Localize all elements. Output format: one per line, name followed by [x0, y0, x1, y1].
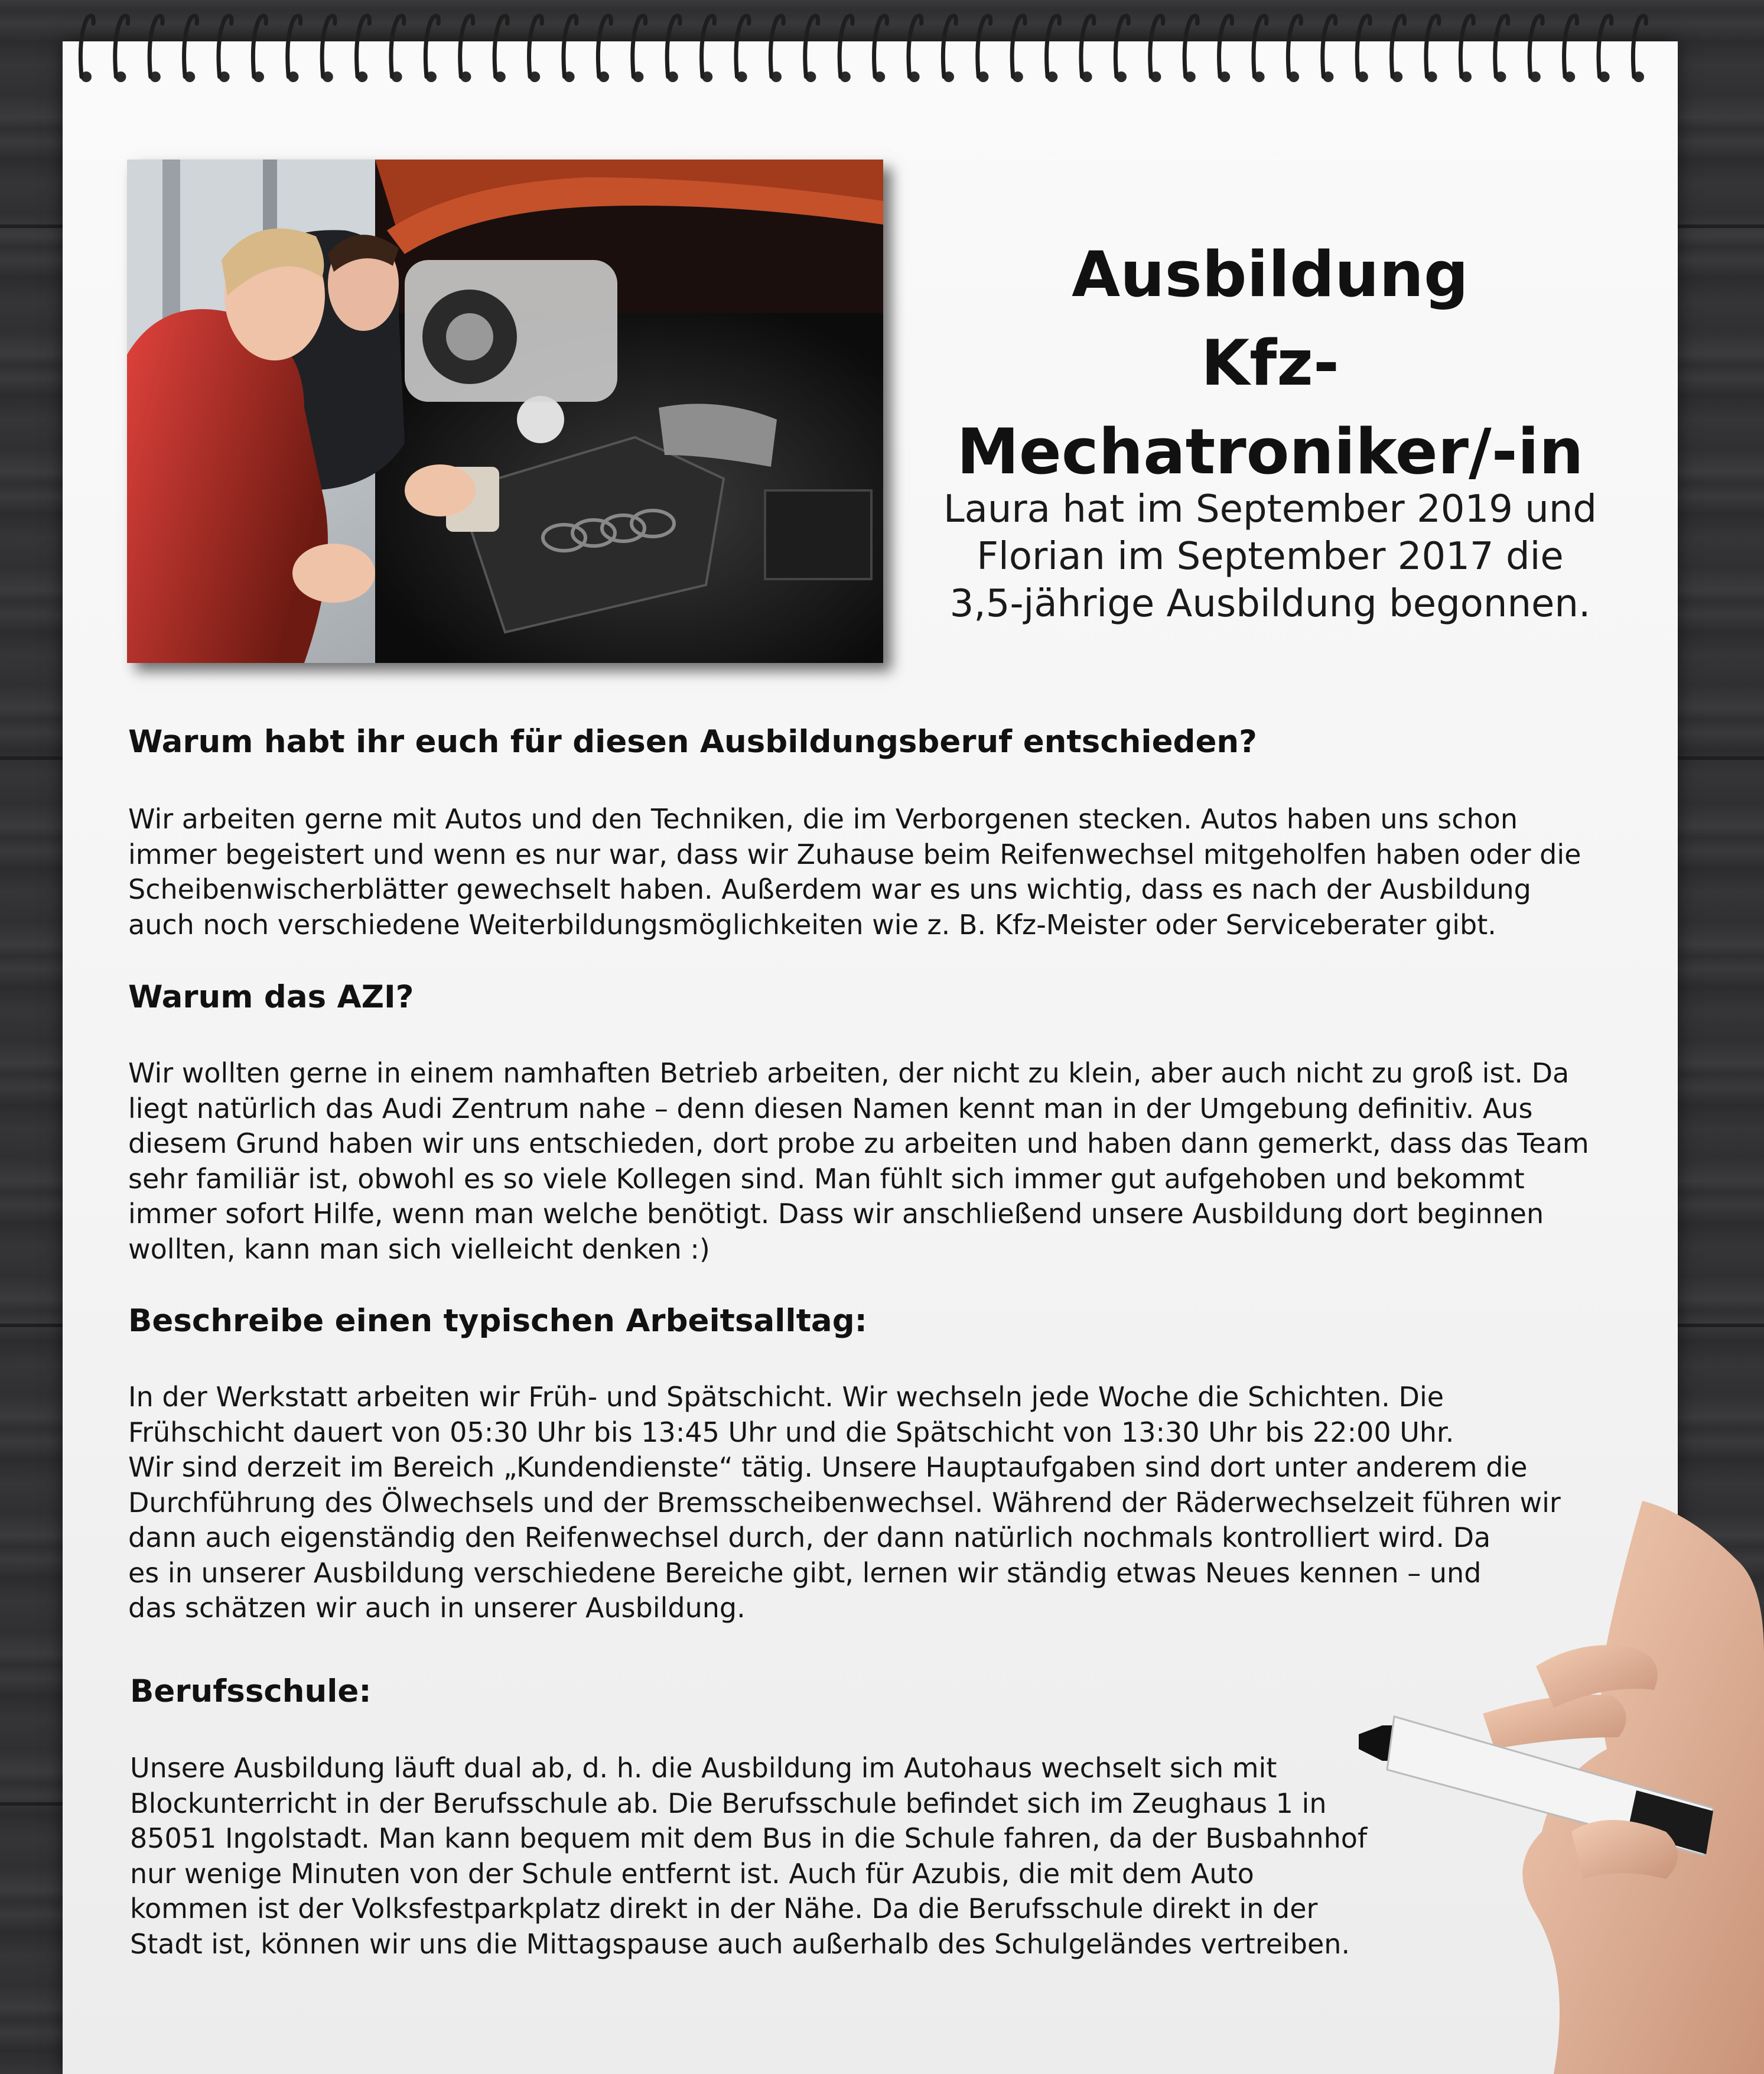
spiral-ring: [1115, 16, 1128, 77]
section-heading-why-azi: Warum das AZI?: [128, 979, 414, 1015]
spiral-ring: [1081, 16, 1094, 77]
spiral-ring: [702, 16, 715, 77]
section-body-career-choice: [128, 802, 1641, 942]
body-line: Durchführung des Ölwechsels und der Bremsscheibenwechsel. Während der Räderwechselzeit führen wir: [128, 1486, 1561, 1519]
spiral-ring: [1357, 16, 1370, 77]
body-line: Wir arbeiten gerne mit Autos und den Techniken, die im Verborgenen stecken. Autos haben uns schon: [128, 803, 1518, 835]
spiral-ring: [253, 16, 266, 77]
spiral-ring: [1254, 16, 1267, 77]
spiral-ring: [80, 16, 93, 77]
body-line: Wir wollten gerne in einem namhaften Betrieb arbeiten, der nicht zu klein, aber auch nicht zu groß ist. Da: [128, 1057, 1570, 1089]
spiral-ring: [633, 16, 646, 77]
spiral-ring: [943, 16, 956, 77]
spiral-ring: [1564, 16, 1577, 77]
spiral-ring: [1460, 16, 1473, 77]
spiral-ring: [978, 16, 991, 77]
spiral-ring: [1184, 16, 1197, 77]
intro-line-2: Florian im September 2017 die: [977, 535, 1564, 578]
spiral-ring: [425, 16, 438, 77]
spiral-ring: [115, 16, 128, 77]
spiral-ring: [1219, 16, 1232, 77]
body-line: es in unserer Ausbildung verschiedene Bereiche gibt, lernen wir ständig etwas Neues kennen – und: [128, 1556, 1482, 1589]
body-line: liegt natürlich das Audi Zentrum nahe – denn diesen Namen kennt man in der Umgebung definitiv. Aus: [128, 1092, 1533, 1124]
spiral-binding: [76, 12, 1665, 95]
spiral-ring: [805, 16, 818, 77]
spiral-ring: [1495, 16, 1508, 77]
body-line: diesem Grund haben wir uns entschieden, dort probe zu arbeiten und haben dann gemerkt, dass das Team: [128, 1127, 1589, 1159]
spiral-ring: [770, 16, 783, 77]
intro-text: [922, 486, 1619, 628]
spiral-ring: [322, 16, 335, 77]
page-title: [904, 230, 1636, 496]
spiral-ring: [736, 16, 749, 77]
spiral-ring: [219, 16, 232, 77]
body-line: auch noch verschiedene Weiterbildungsmöglichkeiten wie z. B. Kfz-Meister oder Serviceberater gibt.: [128, 908, 1496, 941]
body-line: Frühschicht dauert von 05:30 Uhr bis 13:45 Uhr und die Spätschicht von 13:30 Uhr bis 22:00 Uhr.: [128, 1416, 1454, 1448]
spiral-ring: [460, 16, 473, 77]
intro-line-3: 3,5-jährige Ausbildung begonnen.: [949, 582, 1591, 626]
spiral-ring: [564, 16, 577, 77]
spiral-ring: [874, 16, 887, 77]
spiral-ring: [391, 16, 404, 77]
body-line: 85051 Ingolstadt. Man kann bequem mit dem Bus in die Schule fahren, da der Busbahnhof: [130, 1822, 1368, 1854]
body-line: Stadt ist, können wir uns die Mittagspause auch außerhalb des Schulgeländes vertreiben.: [130, 1927, 1350, 1960]
spiral-ring: [909, 16, 922, 77]
spiral-ring: [1426, 16, 1439, 77]
spiral-ring: [598, 16, 611, 77]
body-line: In der Werkstatt arbeiten wir Früh- und Spätschicht. Wir wechseln jede Woche die Schichten. Die: [128, 1381, 1444, 1413]
body-line: Unsere Ausbildung läuft dual ab, d. h. die Ausbildung im Autohaus wechselt sich mit: [130, 1752, 1277, 1784]
section-heading-career-choice: Warum habt ihr euch für diesen Ausbildungsberuf entschieden?: [128, 724, 1257, 760]
spiral-ring: [1288, 16, 1301, 77]
section-heading-vocational-school: Berufsschule:: [130, 1673, 372, 1709]
body-line: sehr familiär ist, obwohl es so viele Kollegen sind. Man fühlt sich immer gut aufgehoben und bekommt: [128, 1162, 1525, 1195]
title-line-1: Ausbildung: [1072, 238, 1469, 311]
spiral-ring: [1529, 16, 1542, 77]
body-line: nur wenige Minuten von der Schule entfernt ist. Auch für Azubis, die mit dem Auto: [130, 1857, 1254, 1890]
spiral-ring: [529, 16, 542, 77]
hand-with-marker-icon: [1359, 1501, 1764, 2074]
body-line: Scheibenwischerblätter gewechselt haben. Außerdem war es uns wichtig, dass es nach der Ausbildung: [128, 873, 1531, 905]
body-line: immer sofort Hilfe, wenn man welche benötigt. Dass wir anschließend unsere Ausbildung dort beginnen: [128, 1198, 1544, 1230]
body-line: das schätzen wir auch in unserer Ausbildung.: [128, 1592, 746, 1624]
section-heading-workday: Beschreibe einen typischen Arbeitsalltag:: [128, 1303, 867, 1339]
body-line: kommen ist der Volksfestparkplatz direkt in der Nähe. Da die Berufsschule direkt in der: [130, 1893, 1318, 1925]
spiral-ring: [1150, 16, 1163, 77]
title-line-3: Mechatroniker/-in: [956, 415, 1584, 488]
section-body-why-azi: [128, 1056, 1641, 1267]
title-line-2: Kfz-: [1201, 327, 1339, 399]
spiral-ring: [1047, 16, 1060, 77]
apprentices-photo: [127, 160, 883, 663]
body-line: immer begeistert und wenn es nur war, dass wir Zuhause beim Reifenwechsel mitgeholfen haben oder die: [128, 838, 1581, 870]
spiral-ring: [1012, 16, 1025, 77]
spiral-ring: [1599, 16, 1612, 77]
spiral-ring: [494, 16, 507, 77]
photo-icon: [127, 160, 883, 663]
body-line: Wir sind derzeit im Bereich „Kundendienste“ tätig. Unsere Hauptaufgaben sind dort unter anderem die: [128, 1451, 1528, 1483]
intro-line-1: Laura hat im September 2019 und: [943, 487, 1597, 531]
spiral-ring: [149, 16, 162, 77]
spiral-ring: [1633, 16, 1646, 77]
spiral-ring: [357, 16, 370, 77]
spiral-ring: [667, 16, 680, 77]
spiral-ring: [184, 16, 197, 77]
body-line: wollten, kann man sich vielleicht denken :): [128, 1233, 710, 1265]
body-line: dann auch eigenständig den Reifenwechsel durch, der dann natürlich nochmals kontrolliert wird. Da: [128, 1522, 1491, 1553]
spiral-ring: [1323, 16, 1336, 77]
spiral-ring: [288, 16, 301, 77]
spiral-ring: [839, 16, 852, 77]
body-line: Blockunterricht in der Berufsschule ab. Die Berufsschule befindet sich im Zeughaus 1 in: [130, 1787, 1327, 1819]
spiral-ring: [1392, 16, 1405, 77]
